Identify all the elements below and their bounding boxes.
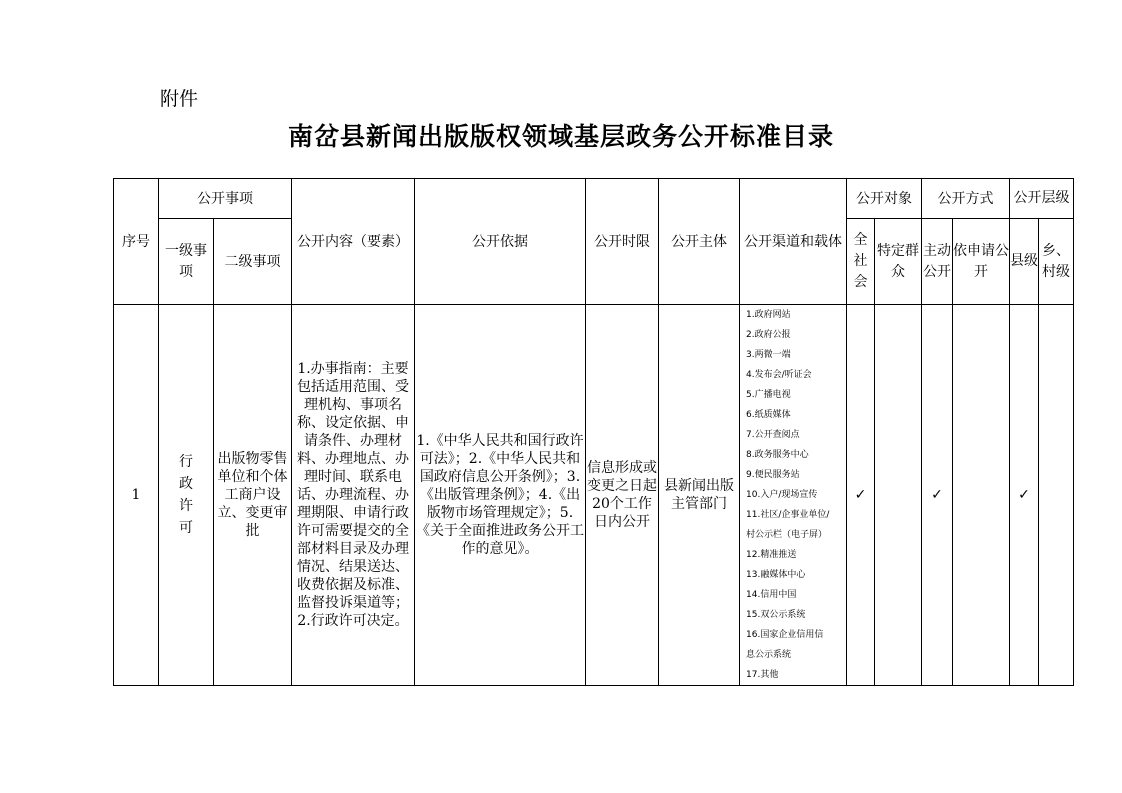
channel-item: 6.纸质媒体 xyxy=(746,410,791,420)
channel-item: 17.其他 xyxy=(746,670,779,680)
channel-item: 14.信用中国 xyxy=(746,590,797,600)
row-content: 1.办事指南：主要包括适用范围、受理机构、事项名称、设定依据、申请条件、办理材料、办理地点、办理时间、联系电话、办理流程、办理期限、申请行政许可需要提交的全部材料目录及办理情况、结果送达、收费依据及标准、监督投诉渠道等；2.行政许可决定。 xyxy=(292,305,415,686)
channel-item: 9.便民服务站 xyxy=(746,470,800,480)
channel-item: 8.政务服务中心 xyxy=(746,450,809,460)
header-method-active: 主动公开 xyxy=(922,219,953,305)
channel-item: 12.精准推送 xyxy=(746,550,797,560)
header-method-request: 依申请公开 xyxy=(953,219,1010,305)
channel-item: 7.公开查阅点 xyxy=(746,430,800,440)
channel-item: 2.政府公报 xyxy=(746,330,791,340)
row-level2: 出版物零售单位和个体工商户设立、变更审批 xyxy=(214,305,292,686)
catalog-table xyxy=(113,178,1074,686)
header-target-all: 全社会 xyxy=(847,219,875,305)
page-title: 南岔县新闻出版版权领域基层政务公开标准目录 xyxy=(287,122,834,151)
check-target-specific xyxy=(875,305,922,686)
header-subject: 公开主体 xyxy=(659,179,740,305)
header-items: 公开事项 xyxy=(159,179,292,219)
channel-item: 4.发布会/听证会 xyxy=(746,370,812,380)
check-method-request xyxy=(953,305,1010,686)
check-target-all: ✓ xyxy=(847,305,875,686)
row-time-limit: 信息形成或变更之日起20个工作日内公开 xyxy=(586,305,659,686)
row-level1: 行政许可 xyxy=(159,305,214,686)
attachment-label: 附件 xyxy=(160,88,199,110)
channel-item: 息公示系统 xyxy=(746,650,792,660)
row-seq: 1 xyxy=(114,305,159,686)
header-seq: 序号 xyxy=(114,179,159,305)
header-level1: 一级事项 xyxy=(159,219,214,305)
header-level: 公开层级 xyxy=(1010,179,1074,219)
header-content: 公开内容（要素） xyxy=(292,179,415,305)
header-target-specific: 特定群众 xyxy=(875,219,922,305)
channel-item: 10.入户/现场宣传 xyxy=(746,490,818,500)
header-channel: 公开渠道和载体 xyxy=(740,179,847,305)
channel-item: 村公示栏（电子屏） xyxy=(746,530,828,540)
channel-item: 1.政府网站 xyxy=(746,310,791,320)
channel-item: 3.两微一端 xyxy=(746,350,791,360)
header-basis: 公开依据 xyxy=(415,179,586,305)
check-level-county: ✓ xyxy=(1010,305,1039,686)
row-subject: 县新闻出版主管部门 xyxy=(659,305,740,686)
check-level-town xyxy=(1039,305,1074,686)
channel-item: 13.融媒体中心 xyxy=(746,570,806,580)
header-level-county: 县级 xyxy=(1010,219,1039,305)
row-basis: 1.《中华人民共和国行政许可法》；2.《中华人民共和国政府信息公开条例》；3.《出版管理条例》；4.《出版物市场管理规定》；5.《关于全面推进政务公开工作的意见》。 xyxy=(415,305,586,686)
channel-list xyxy=(740,305,846,685)
header-method: 公开方式 xyxy=(922,179,1010,219)
channel-item: 16.国家企业信用信 xyxy=(746,630,824,640)
channel-item: 15.双公示系统 xyxy=(746,610,806,620)
row-channel xyxy=(740,305,847,686)
channel-item: 5.广播电视 xyxy=(746,390,791,400)
header-target: 公开对象 xyxy=(847,179,922,219)
header-level-town: 乡、村级 xyxy=(1039,219,1074,305)
table-row xyxy=(114,305,1074,686)
check-method-active: ✓ xyxy=(922,305,953,686)
header-level2: 二级事项 xyxy=(214,219,292,305)
channel-item: 11.社区/企事业单位/ xyxy=(746,510,830,520)
header-time-limit: 公开时限 xyxy=(586,179,659,305)
